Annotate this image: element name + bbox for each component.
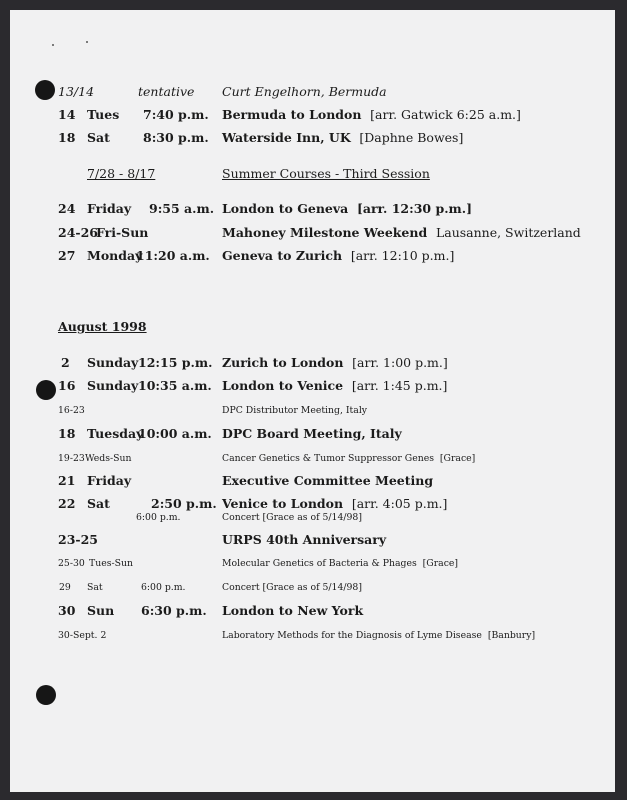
entry-day: Sat	[87, 582, 103, 593]
entry-event: Molecular Genetics of Bacteria & Phages [Grace]	[222, 558, 459, 569]
entry-date: 21	[58, 473, 76, 488]
entry-day: Weds-Sun	[85, 453, 132, 464]
punch-hole-bottom	[36, 685, 56, 705]
entry-day: Tuesday	[87, 426, 144, 441]
entry-day: Friday	[87, 473, 132, 488]
entry-time: 6:00 p.m.	[136, 512, 181, 523]
entry-event: DPC Board Meeting, Italy	[222, 426, 402, 441]
entry-time: 11:20 a.m.	[136, 248, 210, 263]
entry-time: 12:15 p.m.	[138, 355, 213, 370]
document-page	[10, 10, 615, 792]
entry-date: 16-23	[58, 405, 85, 416]
entry-day: Sat	[87, 496, 110, 511]
entry-time: 6:30 p.m.	[141, 603, 207, 618]
entry-note: [arr. 12:10 p.m.]	[350, 248, 455, 263]
entry-date: 24-26	[58, 225, 98, 240]
punch-hole-top	[35, 80, 55, 100]
entry-date: 19-23	[58, 453, 85, 464]
entry-day: Tues-Sun	[89, 558, 133, 569]
entry-day: Tues	[87, 107, 120, 122]
entry-day: Sunday	[87, 378, 139, 393]
entry-note: Lausanne, Switzerland	[435, 225, 581, 240]
entry-day: Sat	[87, 130, 110, 145]
entry-date: 16	[58, 378, 76, 393]
entry-event: Geneva to Zurich [arr. 12:10 p.m.]	[222, 248, 455, 263]
entry-note: [arr. 12:30 p.m.]	[356, 201, 473, 216]
entry-date: 7/28 - 8/17	[87, 166, 156, 181]
entry-note: [arr. 4:05 p.m.]	[351, 496, 448, 511]
entry-time: 10:00 a.m.	[138, 426, 212, 441]
entry-note: [arr. 1:45 p.m.]	[351, 378, 448, 393]
entry-date: 24	[58, 201, 76, 216]
entry-event: Venice to London [arr. 4:05 p.m.]	[222, 496, 448, 511]
entry-time: 2:50 p.m.	[151, 496, 217, 511]
entry-event: DPC Distributor Meeting, Italy	[222, 405, 368, 416]
entry-date: 27	[58, 248, 76, 263]
entry-event: Mahoney Milestone Weekend Lausanne, Switzerland	[222, 225, 581, 240]
speck	[52, 44, 54, 46]
entry-time: 9:55 a.m.	[149, 201, 215, 216]
entry-event: Waterside Inn, UK [Daphne Bowes]	[222, 130, 464, 145]
entry-event: Summer Courses - Third Session	[222, 166, 430, 181]
entry-date: 14	[58, 107, 76, 122]
entry-time: 10:35 a.m.	[138, 378, 212, 393]
entry-note: [Banbury]	[487, 630, 536, 641]
entry-date: 30	[58, 603, 76, 618]
entry-event: London to Geneva [arr. 12:30 p.m.]	[222, 201, 473, 216]
entry-day: Monday	[87, 248, 143, 263]
entry-event: Bermuda to London [arr. Gatwick 6:25 a.m.]	[222, 107, 521, 122]
entry-event: London to Venice [arr. 1:45 p.m.]	[222, 378, 448, 393]
entry-day: Sunday	[87, 355, 139, 370]
entry-date: 18	[58, 130, 76, 145]
entry-note: [Grace]	[439, 453, 476, 464]
entry-note: [arr. Gatwick 6:25 a.m.]	[370, 107, 521, 122]
entry-date: 23-25	[58, 532, 98, 547]
entry-date: 29	[59, 582, 71, 593]
entry-time: 7:40 p.m.	[143, 107, 209, 122]
punch-hole-middle	[36, 380, 56, 400]
entry-day: Friday	[87, 201, 132, 216]
entry-event: Executive Committee Meeting	[222, 473, 434, 488]
entry-date: 22	[58, 496, 76, 511]
entry-day: Fri-Sun	[96, 225, 149, 240]
entry-event: Curt Engelhorn, Bermuda	[222, 84, 387, 99]
entry-event: Laboratory Methods for the Diagnosis of Lyme Disease [Banbury]	[222, 630, 536, 641]
entry-event: Cancer Genetics & Tumor Suppressor Genes [Grace]	[222, 453, 476, 464]
month-heading: August 1998	[58, 319, 147, 334]
entry-event: URPS 40th Anniversary	[222, 532, 387, 547]
entry-event: Zurich to London [arr. 1:00 p.m.]	[222, 355, 448, 370]
entry-event: Concert [Grace as of 5/14/98]	[222, 582, 362, 593]
entry-note: [Daphne Bowes]	[359, 130, 464, 145]
entry-date: 25-30	[58, 558, 85, 569]
entry-day: Sun	[87, 603, 115, 618]
entry-time: 6:00 p.m.	[141, 582, 186, 593]
entry-date: 30-Sept. 2	[58, 630, 107, 641]
entry-date: 13/14	[58, 84, 95, 99]
entry-note: [Grace]	[422, 558, 459, 569]
speck	[86, 41, 88, 43]
entry-date: 18	[58, 426, 76, 441]
entry-event: Concert [Grace as of 5/14/98]	[222, 512, 362, 523]
entry-time: tentative	[138, 84, 195, 99]
entry-event: London to New York	[222, 603, 364, 618]
entry-note: [arr. 1:00 p.m.]	[352, 355, 448, 370]
entry-time: 8:30 p.m.	[143, 130, 209, 145]
entry-date: 2	[61, 355, 70, 370]
